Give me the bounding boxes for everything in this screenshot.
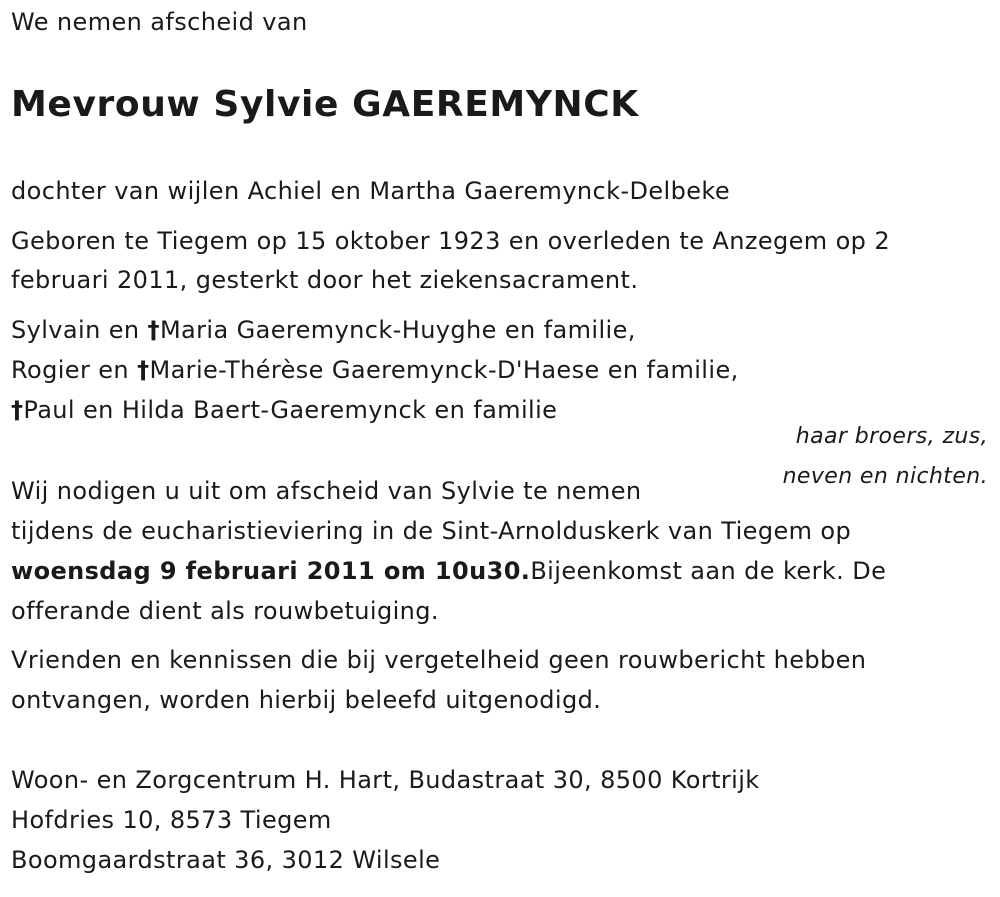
family-name: Paul en Hilda Baert-Gaeremynck en familie [23, 396, 558, 424]
meeting-text: Bijeenkomst aan de kerk. De [530, 557, 887, 585]
address-line-3: Boomgaardstraat 36, 3012 Wilsele [11, 846, 441, 874]
family-prefix: Sylvain en [11, 316, 148, 344]
signoff [783, 417, 988, 497]
invitation-line-2: tijdens de eucharistieviering in de Sint-Arnolduskerk van Tiegem op [11, 517, 852, 545]
notice-line-1: Vrienden en kennissen die bij vergetelheid geen rouwbericht hebben [11, 646, 867, 674]
intro-text: We nemen afscheid van [11, 8, 308, 36]
family-prefix: Rogier en [11, 356, 138, 384]
family-line-3 [11, 396, 557, 424]
ceremony-date: woensdag 9 februari 2011 om 10u30. [11, 557, 531, 585]
birth-line-1: Geboren te Tiegem op 15 oktober 1923 en overleden te Anzegem op 2 [11, 227, 891, 255]
notice-line-2: ontvangen, worden hierbij beleefd uitgenodigd. [11, 686, 602, 714]
cross-icon: † [137, 356, 150, 384]
cross-icon: † [147, 316, 160, 344]
deceased-name: Mevrouw Sylvie GAEREMYNCK [11, 84, 639, 125]
cross-icon: † [11, 396, 24, 424]
invitation-line-3 [11, 557, 886, 585]
family-name: Marie-Thérèse Gaeremynck-D'Haese en familie, [149, 356, 739, 384]
family-name: Maria Gaeremynck-Huyghe en familie, [159, 316, 636, 344]
invitation-line-4: offerande dient als rouwbetuiging. [11, 597, 439, 625]
address-line-2: Hofdries 10, 8573 Tiegem [11, 806, 332, 834]
birth-line-2: februari 2011, gesterkt door het ziekensacrament. [11, 266, 639, 294]
signoff-line-1: haar broers, zus, [795, 424, 988, 449]
parents-text: dochter van wijlen Achiel en Martha Gaeremynck-Delbeke [11, 177, 731, 205]
address-line-1: Woon- en Zorgcentrum H. Hart, Budastraat 30, 8500 Kortrijk [11, 766, 760, 794]
family-line-2 [11, 356, 739, 384]
signoff-line-2: neven en nichten. [782, 464, 988, 489]
family-line-1 [11, 316, 636, 344]
invitation-line-1: Wij nodigen u uit om afscheid van Sylvie te nemen [11, 477, 642, 505]
